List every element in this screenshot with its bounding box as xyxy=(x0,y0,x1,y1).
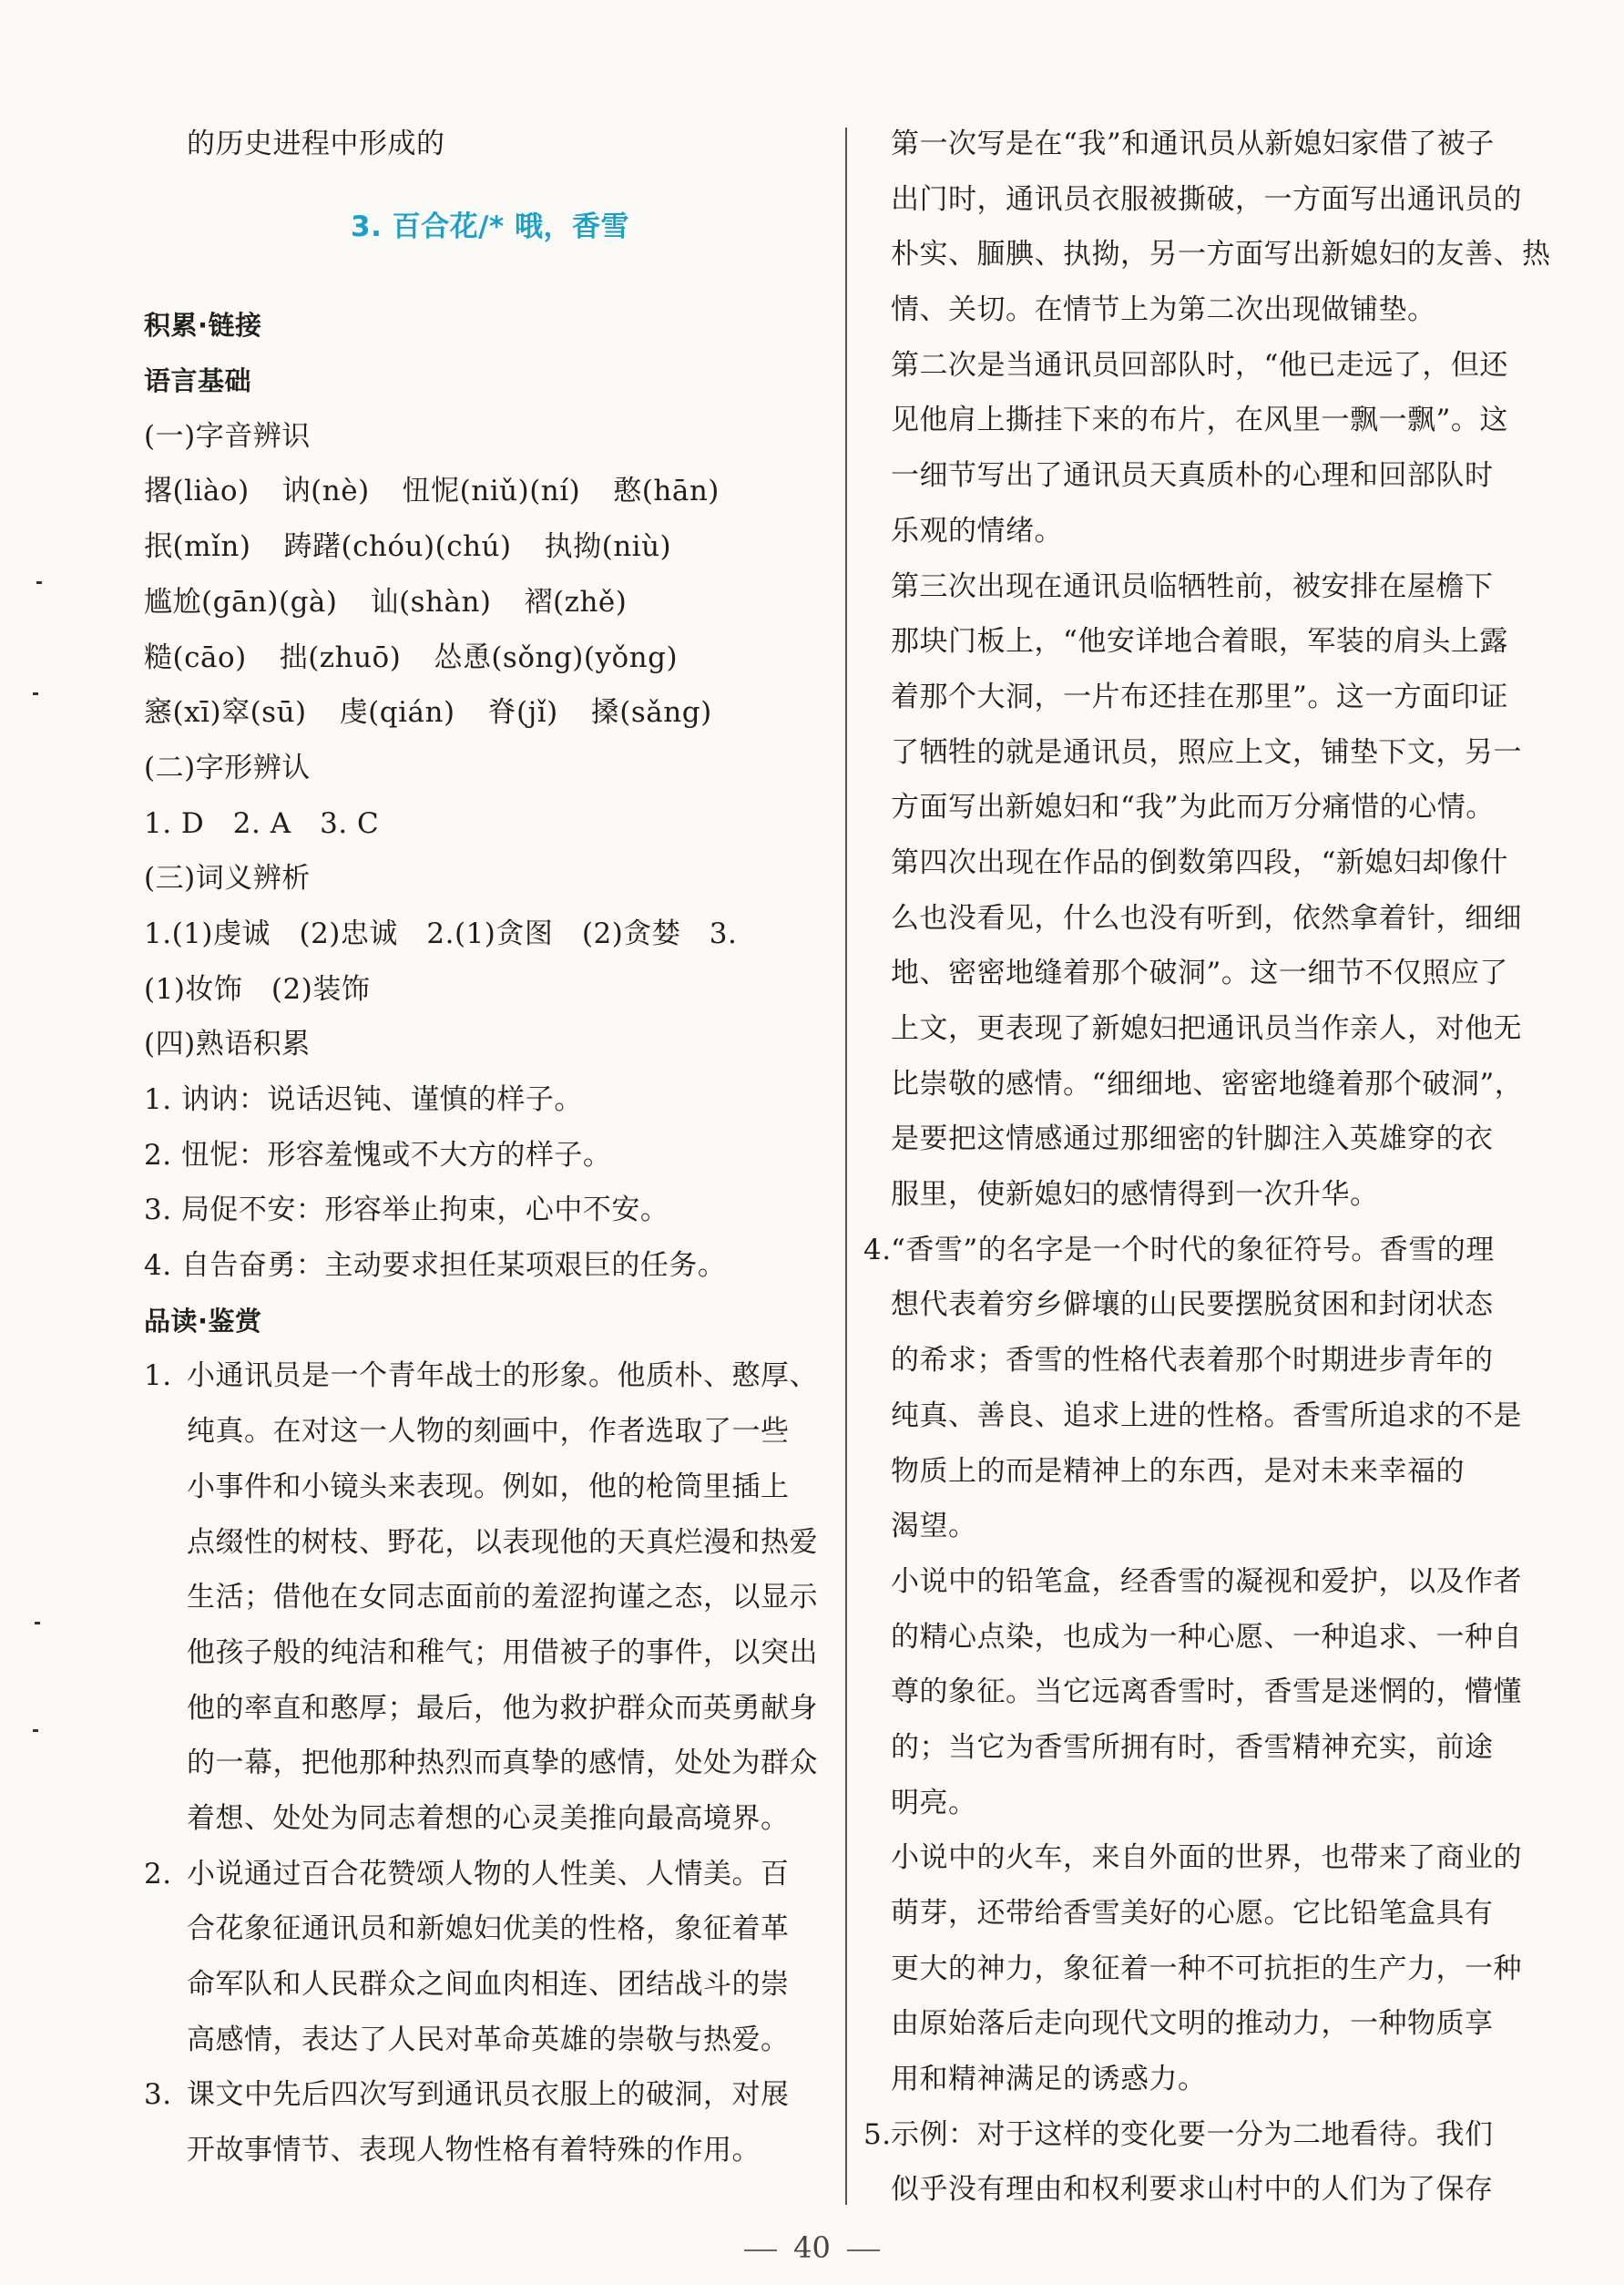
item-text: 讷讷：说话迟钝、谨慎的样子。 xyxy=(180,1083,583,1116)
scan-speck xyxy=(35,1622,40,1624)
pinyin-item: 讷(nè) xyxy=(281,475,370,508)
paragraph-line: 的；当它为香雪所拥有时，香雪精神充实，前途 xyxy=(891,1730,1494,1764)
paragraph-line: 那块门板上，“他安详地合着眼，军装的肩头上露 xyxy=(891,625,1508,659)
paragraph-line: 么也没看见，什么也没有听到，依然拿着针，细细 xyxy=(891,901,1522,935)
paragraph-line: 上文，更表现了新媳妇把通讯员当作亲人，对他无 xyxy=(891,1012,1522,1045)
answer-line: 合花象征通讯员和新媳妇优美的性格，象征着革 xyxy=(187,1912,790,1946)
paragraph-train xyxy=(891,1830,1556,2106)
answer-2 xyxy=(144,1847,836,2068)
answer-line: 4.“香雪”的名字是一个时代的象征符号。香雪的理 xyxy=(891,1223,1556,1278)
item-number: 2. xyxy=(144,1138,172,1172)
paragraph-line: 明亮。 xyxy=(891,1786,977,1819)
pinyin-item: 踌躇(chóu)(chú) xyxy=(283,530,512,564)
page-footer xyxy=(0,2230,1624,2265)
answer-line: 2. 小说通过百合花赞颂人物的人性美、人情美。百 xyxy=(144,1847,836,1902)
idiom-item xyxy=(144,1183,836,1238)
paragraph-line: 第四次出现在作品的倒数第四段，“新媳妇却像什 xyxy=(891,845,1508,879)
subheading-word-meaning: (三)词义辨析 xyxy=(144,862,311,896)
character-form-answers: 1. D 2. A 3. C xyxy=(144,806,380,840)
answer-line: 似乎没有理由和权利要求山村中的人们为了保存 xyxy=(891,2173,1494,2207)
section-heading-language: 语言基础 xyxy=(144,365,252,397)
paragraph-line: 第三次出现在通讯员临牺牲前，被安排在屋檐下 xyxy=(891,569,1494,603)
answer-line: 5.示例：对于这样的变化要一分为二地看待。我们 xyxy=(891,2107,1556,2163)
page-number: 40 xyxy=(793,2230,831,2265)
right-column xyxy=(863,117,1556,2218)
answer-number: 4. xyxy=(863,1233,892,1266)
lesson-title: 3. 百合花/* 哦，香雪 xyxy=(351,210,629,243)
pinyin-item: 撂(liào) xyxy=(144,475,250,508)
answer-line: 他孩子般的纯洁和稚气；用借被子的事件，以突出 xyxy=(187,1635,818,1669)
answer-line: 3. 课文中先后四次写到通讯员衣服上的破洞，对展 xyxy=(144,2067,836,2123)
subheading-pronunciation: (一)字音辨识 xyxy=(144,419,311,453)
paragraph-pencil-box xyxy=(891,1554,1556,1830)
item-number: 1. xyxy=(144,1083,172,1116)
answer-line: 小事件和小镜头来表现。例如，他的枪筒里插上 xyxy=(187,1470,790,1503)
answer-number: 1. xyxy=(144,1359,172,1393)
answer-line: 着想、处处为同志着想的心灵美推向最高境界。 xyxy=(187,1801,790,1835)
pinyin-item: 糙(cāo) xyxy=(144,640,247,674)
pinyin-item: 抿(mǐn) xyxy=(144,530,251,564)
answer-line: 开故事情节、表现人物性格有着特殊的作用。 xyxy=(187,2134,761,2167)
answer-line: 1. 小通讯员是一个青年战士的形象。他质朴、憨厚、 xyxy=(144,1348,836,1404)
subheading-character-form: (二)字形辨认 xyxy=(144,751,311,784)
paragraph-line: 着那个大洞，一片布还挂在那里”。这一方面印证 xyxy=(891,680,1508,713)
pinyin-item: 脊(jǐ) xyxy=(487,696,558,730)
pinyin-item: 褶(zhě) xyxy=(524,585,628,619)
word-meaning-answers-line: 1.(1)虔诚 (2)忠诚 2.(1)贪图 (2)贪婪 3. xyxy=(144,917,738,950)
pinyin-item: 忸怩(niǔ)(ní) xyxy=(402,475,581,508)
answer-line: 生活；借他在女同志面前的羞涩拘谨之态，以显示 xyxy=(187,1581,818,1614)
paragraph-line: 一细节写出了通讯员天真质朴的心理和回部队时 xyxy=(891,459,1494,493)
answer-5 xyxy=(863,2107,1556,2218)
paragraph-line: 小说中的铅笔盒，经香雪的凝视和爱护，以及作者 xyxy=(891,1564,1522,1598)
pinyin-item: 讪(shàn) xyxy=(370,585,492,619)
subheading-idioms: (四)熟语积累 xyxy=(144,1028,311,1061)
paragraph-line: 的精心点染，也成为一种心愿、一种追求、一种自 xyxy=(891,1620,1522,1654)
answer-number: 2. xyxy=(144,1857,172,1891)
pinyin-item: 尴尬(gān)(gà) xyxy=(144,585,338,619)
answer-line: 的一幕，把他那种热烈而真挚的感情，处处为群众 xyxy=(187,1747,818,1780)
pinyin-item: 拙(zhuō) xyxy=(279,640,402,674)
footer-dash xyxy=(847,2249,880,2251)
pinyin-list xyxy=(144,464,836,740)
idiom-item xyxy=(144,1072,836,1128)
word-meaning-answers-line: (1)妆饰 (2)装饰 xyxy=(144,972,371,1006)
answer-3 xyxy=(144,2067,836,2177)
paragraph-line: 出门时，通讯员衣服被撕破，一方面写出通讯员的 xyxy=(891,182,1522,216)
paragraph-second-hole xyxy=(891,338,1556,559)
answer-line: 纯真、善良、追求上进的性格。香雪所追求的不是 xyxy=(891,1399,1522,1432)
section-heading-accumulate: 积累·链接 xyxy=(144,310,262,342)
paragraph-line: 见他肩上撕挂下来的布片，在风里一飘一飘”。这 xyxy=(891,404,1508,437)
answer-line: 命军队和人民群众之间血肉相连、团结战斗的崇 xyxy=(187,1968,790,2001)
paragraph-line: 是要把这情感通过那细密的针脚注入英雄穿的衣 xyxy=(891,1122,1494,1156)
paragraph-line: 萌芽，还带给香雪美好的心愿。它比铅笔盒具有 xyxy=(891,1897,1494,1930)
answer-number: 5. xyxy=(863,2117,892,2151)
paragraph-third-hole xyxy=(891,559,1556,835)
answer-line: 渴望。 xyxy=(891,1510,977,1543)
pinyin-row xyxy=(144,464,836,519)
pinyin-item: 虔(qián) xyxy=(339,696,455,730)
item-number: 4. xyxy=(144,1249,172,1283)
paragraph-line: 地、密密地缝着那个破洞”。这一细节不仅照应了 xyxy=(891,957,1508,990)
answer-line: 想代表着穷乡僻壤的山民要摆脱贫困和封闭状态 xyxy=(891,1288,1494,1322)
answer-4 xyxy=(863,1223,1556,1554)
item-number: 3. xyxy=(144,1194,172,1227)
pinyin-item: 窸(xī)窣(sū) xyxy=(144,696,307,730)
idiom-item xyxy=(144,1128,836,1183)
intro-line: 的历史进程中形成的 xyxy=(187,128,445,160)
pinyin-row xyxy=(144,519,836,575)
paragraph-line: 由原始落后走向现代文明的推动力，一种物质享 xyxy=(891,2007,1494,2041)
paragraph-line: 方面写出新媳妇和“我”为此而万分痛惜的心情。 xyxy=(891,791,1495,825)
paragraph-fourth-hole xyxy=(891,835,1556,1223)
paragraph-line: 情、关切。在情节上为第二次出现做铺垫。 xyxy=(891,293,1436,327)
answer-line: 纯真。在对这一人物的刻画中，作者选取了一些 xyxy=(187,1415,790,1449)
section-heading-appreciate: 品读·鉴赏 xyxy=(144,1305,262,1337)
answer-line: 高感情，表达了人民对革命英雄的崇敬与热爱。 xyxy=(187,2023,790,2056)
item-text: 忸怩：形容羞愧或不大方的样子。 xyxy=(180,1138,612,1172)
paragraph-line: 尊的象征。当它远离香雪时，香雪是迷惘的，懵懂 xyxy=(891,1675,1522,1709)
pinyin-item: 憨(hān) xyxy=(613,475,720,508)
column-divider xyxy=(845,128,847,2205)
answer-1 xyxy=(144,1348,836,1846)
scan-speck xyxy=(36,581,42,584)
left-column xyxy=(144,117,836,2178)
paragraph-line: 朴实、腼腆、执拗，另一方面写出新媳妇的友善、热 xyxy=(891,238,1551,272)
pinyin-row xyxy=(144,575,836,630)
paragraph-line: 服里，使新媳妇的感情得到一次升华。 xyxy=(891,1178,1379,1212)
scan-speck xyxy=(33,692,38,695)
scan-speck xyxy=(33,1729,38,1732)
pinyin-item: 搡(sǎng) xyxy=(590,696,712,730)
paragraph-line: 更大的神力，象征着一种不可抗拒的生产力，一种 xyxy=(891,1952,1522,1985)
paragraph-line: 了牺牲的就是通讯员，照应上文，铺垫下文，另一 xyxy=(891,735,1522,769)
paragraph-first-hole xyxy=(891,117,1556,338)
answer-line: 的希求；香雪的性格代表着那个时期进步青年的 xyxy=(891,1344,1494,1378)
paragraph-line: 小说中的火车，来自外面的世界，也带来了商业的 xyxy=(891,1841,1522,1875)
pinyin-row xyxy=(144,630,836,686)
idiom-item xyxy=(144,1238,836,1294)
item-text: 局促不安：形容举止拘束，心中不安。 xyxy=(180,1194,669,1227)
footer-dash xyxy=(744,2249,777,2251)
answer-line: 物质上的而是精神上的东西，是对未来幸福的 xyxy=(891,1454,1465,1488)
paragraph-line: 第二次是当通讯员回部队时，“他已走远了，但还 xyxy=(891,348,1508,382)
answer-number: 3. xyxy=(144,2078,172,2112)
pinyin-item: 怂恿(sǒng)(yǒng) xyxy=(434,640,679,674)
item-text: 自告奋勇：主动要求担任某项艰巨的任务。 xyxy=(180,1249,727,1283)
paragraph-line: 乐观的情绪。 xyxy=(891,514,1063,548)
answer-line: 点缀性的树枝、野花，以表现他的天真烂漫和热爱 xyxy=(187,1525,818,1559)
idiom-list xyxy=(144,1072,836,1294)
paragraph-line: 用和精神满足的诱惑力。 xyxy=(891,2063,1207,2096)
pinyin-item: 执拗(niù) xyxy=(544,530,672,564)
pinyin-row xyxy=(144,685,836,741)
paragraph-line: 第一次写是在“我”和通讯员从新媳妇家借了被子 xyxy=(891,128,1495,160)
answer-line: 他的率直和憨厚；最后，他为救护群众而英勇献身 xyxy=(187,1691,818,1725)
paragraph-line: 比崇敬的感情。“细细地、密密地缝着那个破洞”， xyxy=(891,1067,1524,1101)
